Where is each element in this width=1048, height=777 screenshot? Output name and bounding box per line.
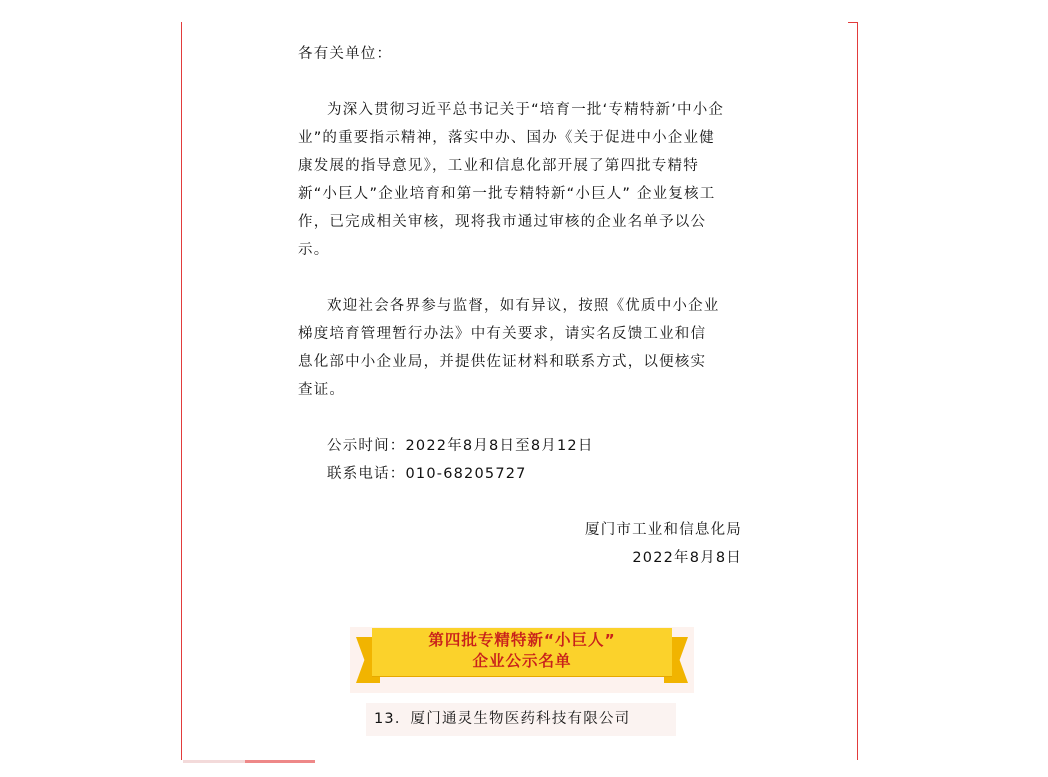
paragraph-line: 为深入贯彻习近平总书记关于“培育一批‘专精特新’中小企 xyxy=(327,102,725,118)
page-frame-left-border xyxy=(181,22,182,760)
paragraph-line: 梯度培育管理暂行办法》中有关要求，请实名反馈工业和信 xyxy=(298,326,707,342)
paragraph-line: 示。 xyxy=(298,242,330,258)
page-frame-corner xyxy=(848,22,857,23)
page-frame-right-border xyxy=(857,22,858,760)
signature-organization: 厦门市工业和信息化局 xyxy=(585,522,742,538)
banner-title-line-2: 企业公示名单 xyxy=(472,652,572,670)
paragraph-line: 欢迎社会各界参与监督，如有异议，按照《优质中小企业 xyxy=(327,298,720,314)
paragraph-line: 查证。 xyxy=(298,382,346,398)
banner-title-line-1: 第四批专精特新“小巨人” xyxy=(428,631,616,649)
paragraph-line: 康发展的指导意见》，工业和信息化部开展了第四批专精特 xyxy=(298,158,699,174)
notice-period: 公示时间：2022年8月8日至8月12日 xyxy=(327,438,594,454)
salutation: 各有关单位： xyxy=(298,46,393,62)
notice-letter xyxy=(298,40,742,572)
paragraph-line: 息化部中小企业局，并提供佐证材料和联系方式，以便核实 xyxy=(298,354,707,370)
bottom-decoration-accent xyxy=(245,760,315,763)
paragraph-1 xyxy=(298,96,742,264)
paragraph-2 xyxy=(298,292,742,404)
contact-phone: 联系电话：010-68205727 xyxy=(327,466,527,482)
company-list-item: 13．厦门通灵生物医药科技有限公司 xyxy=(366,703,676,736)
paragraph-line: 新“小巨人”企业培育和第一批专精特新“小巨人” 企业复核工 xyxy=(298,186,716,202)
paragraph-line: 业”的重要指示精神，落实中办、国办《关于促进中小企业健 xyxy=(298,130,715,146)
banner-title xyxy=(372,630,672,672)
signature-date: 2022年8月8日 xyxy=(632,550,742,566)
paragraph-line: 作，已完成相关审核，现将我市通过审核的企业名单予以公 xyxy=(298,214,707,230)
